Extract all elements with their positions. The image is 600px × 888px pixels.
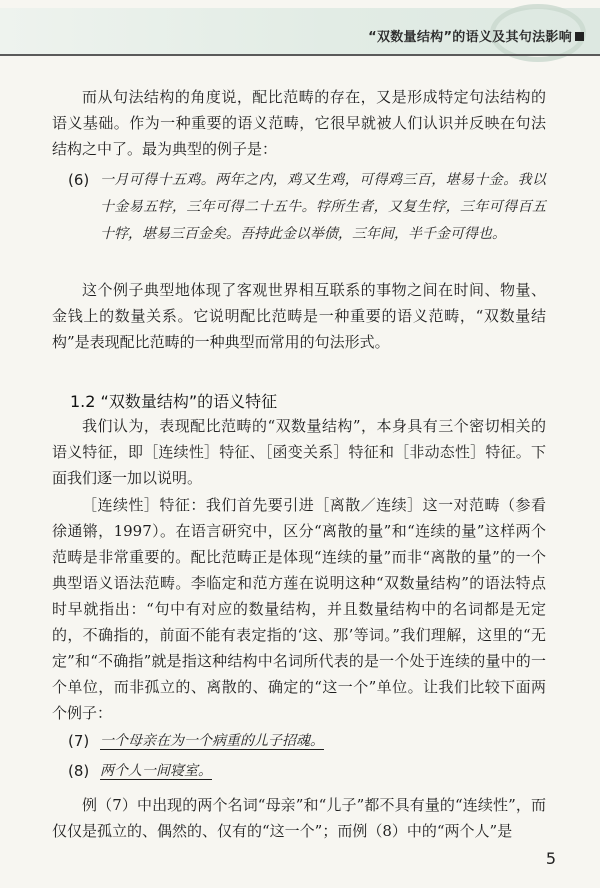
example-7-number: (7) [68, 732, 90, 750]
example-8-number: (8) [68, 762, 90, 780]
example-6-text: 一月可得十五鸡。两年之内，鸡又生鸡，可得鸡三百，堪易十金。我以十金易五牸，三年可得二十五牛。牸所生者，又复生牸，三年可得百五十牸，堪易三百金矣。吾持此金以举债，三年间，半千金可得也。 [100, 172, 546, 242]
example-8-text: 两个人一间寝室。 [100, 763, 212, 779]
paragraph-4: ［连续性］特征：我们首先要引进［离散／连续］这一对范畴（参看徐通锵，1997）。在语言研究中，区分“离散的量”和“连续的量”这样两个范畴是非常重要的。配比范畴正是体现“连续的量”而非“离散的量”的一个典型语义语法范畴。李临定和范方莲在说明这种“双数量结构”的语法特点时早就指出：“句中有对应的数量结构，并且数量结构中的名词都是无定的，不确指的，前面不能有表定指的‘这、那’等词。”我们理解，这里的“无定”和“不确指”就是指这种结构中名词所代表的是一个处于连续的量中的一个单位，而非孤立的、离散的、确定的“这一个”单位。让我们比较下面两个例子： [52, 496, 546, 722]
paragraph-2: 这个例子典型地体现了客观世界相互联系的事物之间在时间、物量、金钱上的数量关系。它说明配比范畴是一种重要的语义范畴，“双数量结构”是表现配比范畴的一种典型而常用的句法形式。 [52, 281, 546, 351]
paragraph-3: 我们认为，表现配比范畴的“双数量结构”，本身具有三个密切相关的语义特征，即［连续性］特征、［函变关系］特征和［非动态性］特征。下面我们逐一加以说明。 [52, 417, 546, 487]
page-number: 5 [545, 849, 556, 868]
example-6-number: (6) [68, 171, 90, 189]
example-7-text: 一个母亲在为一个病重的儿子招魂。 [100, 733, 324, 749]
section-heading: 1.2 “双数量结构”的语义特征 [70, 392, 278, 411]
paragraph-1: 而从句法结构的角度说，配比范畴的存在，又是形成特定句法结构的语义基础。作为一种重要的语义范畴，它很早就被人们认识并反映在句法结构之中了。最为典型的例子是： [52, 88, 546, 158]
paragraph-5: 例（7）中出现的两个名词“母亲”和“儿子”都不具有量的“连续性”，而仅仅是孤立的、偶然的、仅有的“这一个”；而例（8）中的“两个人”是 [52, 796, 546, 840]
running-title-text: “双数量结构”的语义及其句法影响 [368, 30, 572, 45]
